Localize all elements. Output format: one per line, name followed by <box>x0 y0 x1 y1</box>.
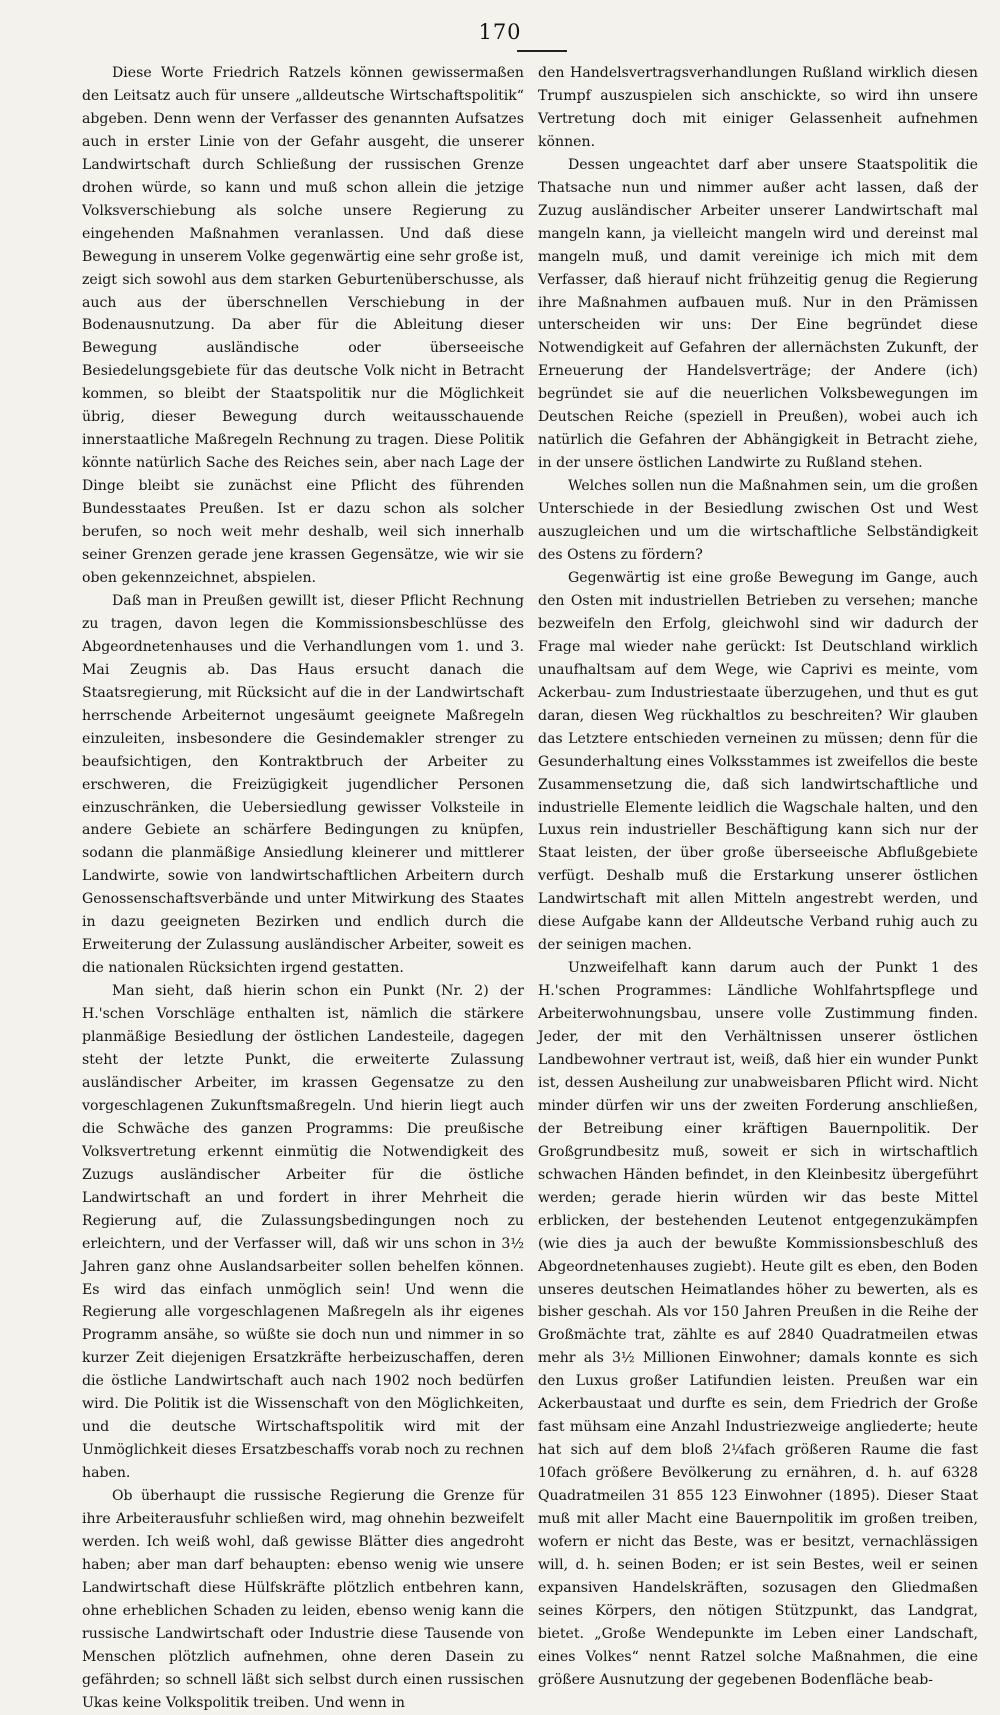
header-rule <box>517 50 567 52</box>
page-number: 170 <box>478 20 522 44</box>
paragraph: Unzweifelhaft kann darum auch der Punkt 1 des H.'schen Programmes: Ländliche Wohlfahrtspflege und Arbeiterwohnungsbau, unsere volle Zustimmung finden. Jeder, der mit den Verhältnissen unserer östlichen Landbewohner vertraut ist, weiß, daß hier ein wunder Punkt ist, dessen Ausheilung zur unabweisbaren Pflicht wird. Nicht minder dürfen wir uns der zweiten Forderung anschließen, der Betreibung einer kräftigen Bauernpolitik. Der Großgrundbesitz muß, soweit er sich in wirtschaftlich schwachen Händen befindet, in den Kleinbesitz übergeführt werden; gerade hierin würden wir das beste Mittel erblicken, der bestehenden Leutenot entgegenzukämpfen (wie dies ja auch der bewußte Kommissionsbeschluß des Abgeordnetenhauses zugiebt). Heute gilt es eben, den Boden unseres deutschen Heimatlandes höher zu bewerten, als es bisher geschah. Als vor 150 Jahren Preußen in die Reihe der Großmächte trat, zählte es auf 2840 Quadratmeilen etwas mehr als 3½ Millionen Einwohner; damals konnte es sich den Luxus großer Latifundien leisten. Preußen war ein Ackerbaustaat und durfte es sein, dem Friedrich der Große fast mühsam eine Anzahl Industriezweige angliederte; heute hat sich auf dem bloß 2¼fach größeren Raume die fast 10fach größere Bevölkerung zu ernähren, d. h. auf 6328 Quadratmeilen 31 855 123 Einwohner (1895). Dieser Staat muß mit aller Macht eine Bauernpolitik im großen treiben, wofern er nicht das Beste, was er besitzt, vernachlässigen will, d. h. seinen Boden; er ist sein Bestes, weil er seinen expansiven Handelskräften, sozusagen den Gliedmaßen seines Körpers, den nötigen Stützpunkt, das Landgrat, bietet. „Große Wendepunkte im Leben einer Landschaft, eines Volkes“ nennt Ratzel solche Maßnahmen, die eine größere Ausnutzung der gegebenen Bodenfläche beab- <box>538 960 978 1688</box>
paragraph: Dessen ungeachtet darf aber unsere Staatspolitik die Thatsache nun und nimmer außer acht lassen, daß der Zuzug ausländischer Arbeiter unserer Landwirtschaft mal mangeln kann, ja vielleicht mangeln wird und dereinst mal mangeln muß, und damit vereinige ich mich mit dem Verfasser, daß hierauf nicht frühzeitig genug die Regierung ihre Maßnahmen aufbauen muß. Nur in den Prämissen unterscheiden wir uns: Der Eine begründet diese Notwendigkeit auf Gefahren der allernächsten Zukunft, der Erneuerung der Handelsverträge; der Andere (ich) begründet sie auf die neuerlichen Volksbewegungen im Deutschen Reiche (speziell in Preußen), wobei auch ich natürlich die Gefahren der Abhängigkeit in Betracht ziehe, in der unsere östlichen Landwirte zu Rußland stehen. <box>538 156 978 472</box>
paragraph: Ob überhaupt die russische Regierung die Grenze für ihre Arbeiterausfuhr schließen wird, mag ohnehin bezweifelt werden. Ich weiß wohl, daß gewisse Blätter dies angedroht haben; aber man darf behaupten: ebenso wenig wie unsere Landwirtschaft diese Hülfskräfte plötzlich entbehren kann, ohne erheblichen Schaden zu leiden, ebenso wenig kann die russische Landwirtschaft oder Industrie diese Tausende von Menschen plötzlich aufnehmen, ohne deren Dasein zu gefährden; so schnell läßt sich selbst durch einen russischen Ukas keine Volkspolitik treiben. Und wenn in <box>82 1488 524 1711</box>
paragraph: Gegenwärtig ist eine große Bewegung im Gange, auch den Osten mit industriellen Betrieben zu versehen; manche bezweifeln den Erfolg, gleichwohl sind wir dadurch der Frage mal wieder nahe gerückt: Ist Deutschland wirklich unaufhaltsam auf dem Wege, wie Caprivi es meinte, vom Ackerbau- zum Industriestaate überzugehen, und thut es gut daran, diesen Weg rückhaltlos zu beschreiten? Wir glauben das Letztere entschieden verneinen zu müssen; denn für die Gesunderhaltung eines Volksstammes ist zweifellos die beste Zusammensetzung die, daß sich landwirtschaftliche und industrielle Elemente leidlich die Wagschale halten, und den Luxus rein industrieller Beschäftigung kann sich nur der Staat leisten, der über große überseeische Abflußgebiete verfügt. Deshalb muß die Erstarkung unserer östlichen Landwirtschaft mit allen Mitteln angestrebt werden, und diese Aufgabe kann der Alldeutsche Verband ruhig auch zu der seinigen machen. <box>538 569 978 954</box>
paragraph-continued: den Handelsvertragsverhandlungen Rußland wirklich diesen Trumpf auszuspielen sich anschickte, so wird ihn unsere Vertretung doch mit einiger Gelassenheit aufnehmen können. <box>538 65 978 150</box>
right-column <box>538 62 978 1692</box>
paragraph: Daß man in Preußen gewillt ist, dieser Pflicht Rechnung zu tragen, davon legen die Kommissionsbeschlüsse des Abgeordnetenhauses und die Verhandlungen vom 1. und 3. Mai Zeugnis ab. Das Haus ersucht danach die Staatsregierung, mit Rücksicht auf die in der Landwirtschaft herrschende Arbeiternot ungesäumt geeignete Maßregeln einzuleiten, insbesondere die Gesindemakler strenger zu beaufsichtigen, den Kontraktbruch der Arbeiter zu erschweren, die Freizügigkeit jugendlicher Personen einzuschränken, die Uebersiedlung gewisser Volksteile in andere Gebiete an schärfere Bedingungen zu knüpfen, sodann die planmäßige Ansiedlung kleinerer und mittlerer Landwirte, sowie von landwirtschaftlichen Arbeitern durch Genossenschaftsverbände und unter Mitwirkung des Staates in dazu geeigneten Bezirken und endlich durch die Erweiterung der Zulassung ausländischer Arbeiter, soweit es die nationalen Rücksichten irgend gestatten. <box>82 592 524 977</box>
paragraph: Welches sollen nun die Maßnahmen sein, um die großen Unterschiede in der Besiedlung zwischen Ost und West auszugleichen und um die wirtschaftliche Selbständigkeit des Ostens zu fördern? <box>538 478 978 564</box>
left-column <box>82 62 524 1715</box>
paragraph: Man sieht, daß hierin schon ein Punkt (Nr. 2) der H.'schen Vorschläge enthalten ist, nämlich die stärkere planmäßige Besiedlung der östlichen Landesteile, dagegen steht der letzte Punkt, die erweiterte Zulassung ausländischer Arbeiter, im krassen Gegensatze zu den vorgeschlagenen Zukunftsmaßregeln. Und hierin liegt auch die Schwäche des ganzen Programms: Die preußische Volksvertretung erkennt einmütig die Notwendigkeit des Zuzugs ausländischer Arbeiter für die östliche Landwirtschaft an und fordert in ihrer Mehrheit die Regierung auf, die Zulassungsbedingungen noch zu erleichtern, und der Verfasser will, daß wir uns schon in 3½ Jahren ganz ohne Auslandsarbeiter sollen behelfen können. Es wird das einfach unmöglich sein! Und wenn die Regierung alle vorgeschlagenen Maßregeln als ihr eigenes Programm ansähe, so wüßte sie doch nun und nimmer in so kurzer Zeit diejenigen Ersatzkräfte herbeizuschaffen, deren die östliche Landwirtschaft auch nach 1902 noch bedürfen wird. Die Politik ist die Wissenschaft von den Möglichkeiten, und die deutsche Wirtschaftspolitik wird mit der Unmöglichkeit dieses Ersatzbeschaffs vorab noch zu rechnen haben. <box>82 983 524 1482</box>
paragraph: Diese Worte Friedrich Ratzels können gewissermaßen den Leitsatz auch für unsere „alldeutsche Wirtschaftspolitik“ abgeben. Denn wenn der Verfasser des genannten Aufsatzes auch in erster Linie von der Gefahr ausgeht, die unserer Landwirtschaft durch Schließung der russischen Grenze drohen würde, so kann und muß schon allein die jetzige Volksverschiebung als solche unsere Regierung zu eingehenden Maßnahmen veranlassen. Und daß diese Bewegung in unserem Volke gegenwärtig eine sehr große ist, zeigt sich sowohl aus dem starken Geburtenüberschusse, als auch aus der überschnellen Verschiebung in der Bodenausnutzung. Da aber für die Ableitung dieser Bewegung ausländische oder überseeische Besiedelungsgebiete für das deutsche Volk nicht in Betracht kommen, so bleibt der Staatspolitik nur die Möglichkeit übrig, dieser Bewegung durch weitausschauende innerstaatliche Maßregeln Rechnung zu tragen. Diese Politik könnte natürlich Sache des Reiches sein, aber nach Lage der Dinge bleibt sie zunächst eine Pflicht des führenden Bundesstaates Preußen. Ist er dazu schon als solcher berufen, so noch weit mehr deshalb, weil sich innerhalb seiner Grenzen gerade jene krassen Gegensätze, wie wir sie oben gekennzeichnet, abspielen. <box>82 65 524 586</box>
